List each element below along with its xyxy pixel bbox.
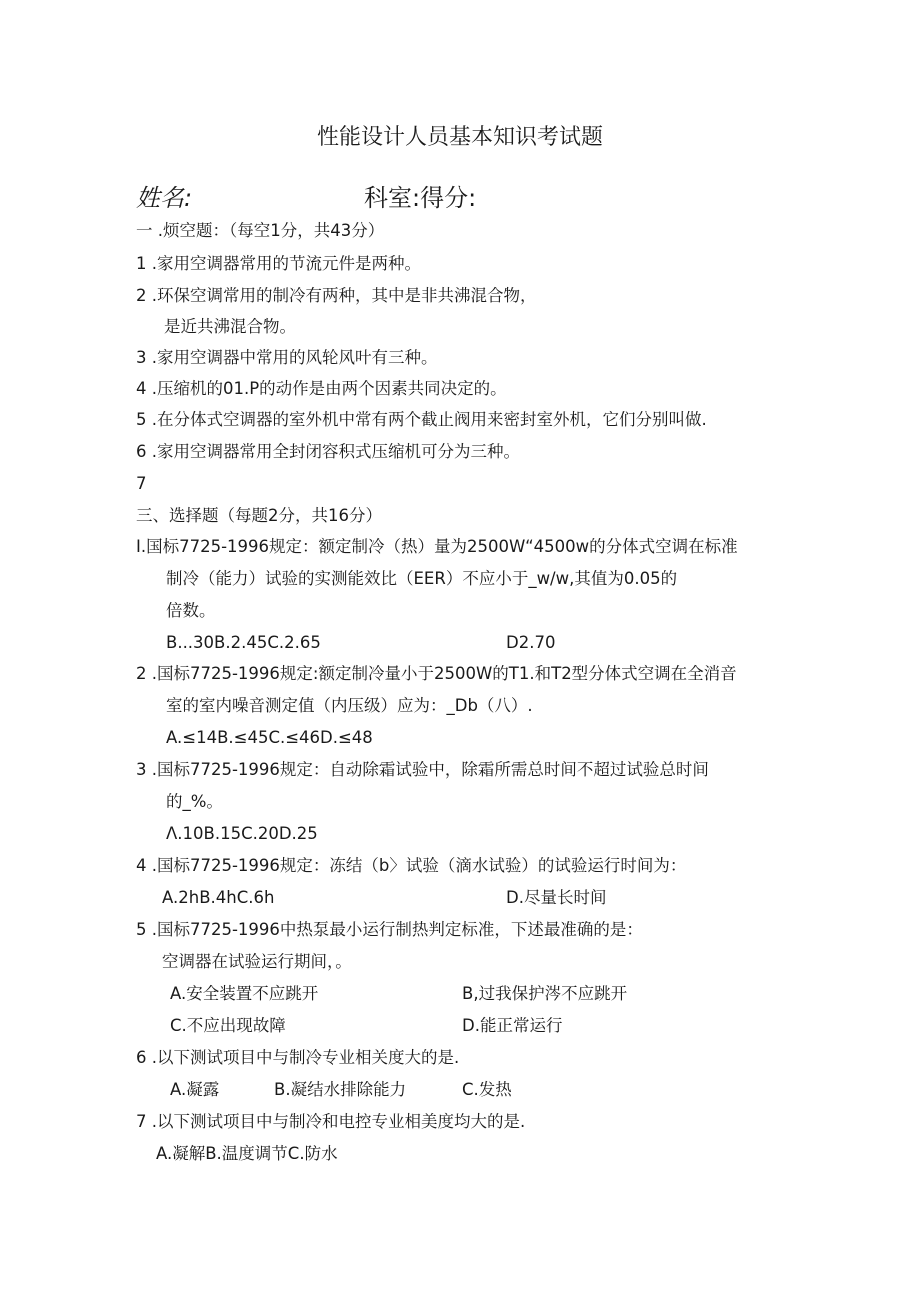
s3-q3-line2: 的_%。: [166, 792, 223, 811]
s3-q2-line1: 2 .国标7725-1996规定:额定制冷量小于2500W的T1.和T2型分体式空调在全消音: [136, 664, 737, 683]
s3-q1-options: B...30B.2.45C.2.65: [166, 633, 321, 652]
s3-q6-option-a: A.凝露: [170, 1080, 220, 1099]
name-label: 姓名:: [136, 184, 193, 212]
s3-q1-line1: I.国标7725-1996规定：额定制冷（热）量为2500W“4500w的分体式空调在标准: [136, 537, 738, 556]
s3-q4-line1: 4 .国标7725-1996规定：冻结（b〉试验（滴水试验）的试验运行时间为：: [136, 856, 687, 875]
s3-q2-options: A.≤14B.≤45C.≤46D.≤48: [166, 728, 373, 747]
s3-q5-line1: 5 .国标7725-1996中热泵最小运行制热判定标准，下述最准确的是：: [136, 920, 643, 939]
s3-q2-line2: 室的室内噪音测定值（内压级）应为：_Db（八）.: [166, 696, 533, 715]
s3-q7-line1: 7 .以下测试项目中与制冷和电控专业相美度均大的是.: [136, 1112, 526, 1131]
s1-q7: 7: [136, 474, 147, 493]
s3-q5-option-d: D.能正常运行: [462, 1016, 563, 1035]
page-title: 性能设计人员基本知识考试题: [316, 125, 603, 150]
s3-q1-line2: 制冷（能力）试验的实测能效比（EER）不应小于_w/w,其值为0.05的: [166, 569, 678, 588]
s3-q1-line3: 倍数。: [166, 601, 216, 620]
s3-q3-line1: 3 .国标7725-1996规定：自动除霜试验中，除霜所需总时间不超过试验总时间: [136, 760, 709, 779]
s3-q6-option-c: C.发热: [462, 1080, 512, 1099]
s3-q1-option-d: D2.70: [506, 633, 556, 652]
s3-q3-options: Λ.10B.15C.20D.25: [166, 824, 318, 843]
s3-q5-line2: 空调器在试验运行期间，。: [162, 952, 352, 971]
s3-q7-options: A.凝解B.温度调节C.防水: [156, 1144, 338, 1163]
s3-q4-option-d: D.尽量长时间: [506, 888, 607, 907]
s3-q5-option-b: B,过我保护涔不应跳开: [462, 984, 628, 1003]
s1-q1: 1 .家用空调器常用的节流元件是两种。: [136, 254, 421, 273]
s1-q6: 6 .家用空调器常用全封闭容积式压缩机可分为三种。: [136, 442, 520, 461]
s3-q5-option-c: C.不应出现故障: [170, 1016, 286, 1035]
section3-heading: 三、选择题（每题2分，共16分）: [136, 506, 382, 525]
s1-q2-line2: 是近共沸混合物。: [164, 317, 296, 336]
s3-q4-options: A.2hB.4hC.6h: [162, 888, 275, 907]
s1-q4: 4 .压缩机的01.P的动作是由两个因素共同决定的。: [136, 379, 507, 398]
s1-q3: 3 .家用空调器中常用的风轮风叶有三种。: [136, 348, 438, 367]
s3-q6-option-b: B.凝结水排除能力: [274, 1080, 407, 1099]
s3-q6-line1: 6 .以下测试项目中与制冷专业相关度大的是.: [136, 1048, 460, 1067]
section1-heading: 一 .烦空题：（每空1分，共43分）: [136, 221, 385, 240]
s1-q5: 5 .在分体式空调器的室外机中常有两个截止阀用来密封室外机，它们分别叫做.: [136, 410, 707, 429]
dept-score-label: 科室:得分:: [364, 184, 477, 212]
s3-q5-option-a: A.安全装置不应跳开: [170, 984, 319, 1003]
s1-q2-line1: 2 .环保空调常用的制冷有两种，其中是非共沸混合物，: [136, 286, 537, 305]
